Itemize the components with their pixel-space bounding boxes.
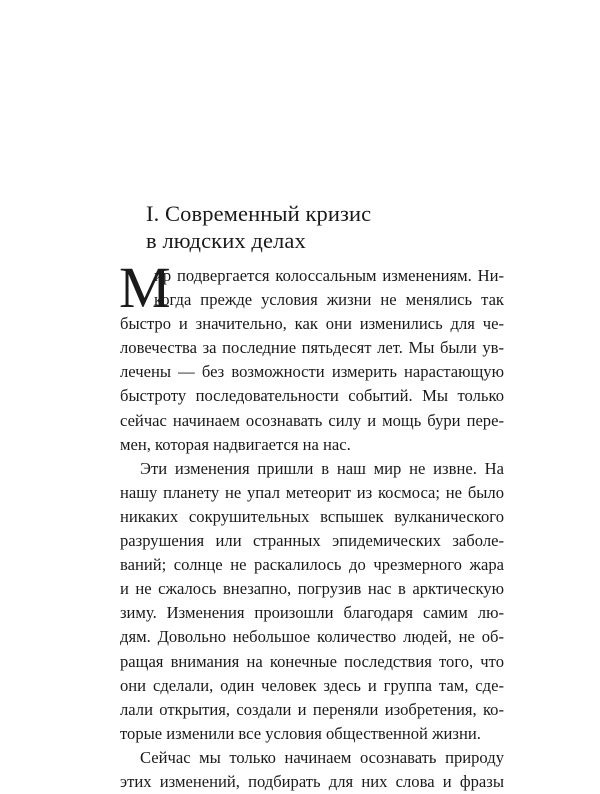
chapter-title-line-2: в людских делах [146,228,306,253]
body-text [119,255,504,794]
text-line: ваний; солнце не раскалилось до чрезмерного жара [120,555,504,575]
text-line: Эти изменения пришли в наш мир не извне. На [140,458,504,478]
text-line: мен, которая надвигается на нас. [120,434,351,454]
chapter-title [146,200,506,254]
text-line: ловечества за последние пятьдесят лет. Мы были ув- [120,338,504,358]
text-line: они сделали, один человек здесь и группа там, сде- [120,675,504,695]
text-line: этих изменений, подбирать для них слова и фразы [120,771,504,791]
text-line: торые изменили все условия общественной жизни. [120,723,481,743]
text-line: нашу планету не упал метеорит из космоса; не было [120,482,504,502]
text-line: Сейчас мы только начинаем осознавать природу [140,747,504,767]
text-line: и не сжалось внезапно, погрузив нас в арктическую [120,579,504,599]
text-line: когда прежде условия жизни не менялись так [154,290,504,310]
drop-cap: М [119,255,171,320]
text-line: зиму. Изменения произошли благодаря самим лю- [120,603,504,623]
text-line: лали открытия, создали и переняли изобретения, ко- [120,699,504,719]
text-line: никаких сокрушительных вспышек вулканического [120,506,504,526]
text-line: лечены — без возможности измерить нарастающую [120,362,504,382]
text-line: сейчас начинаем осознавать силу и мощь бури пере- [120,410,504,430]
text-line: ир подвергается колоссальным изменениям. Ни- [154,266,504,285]
text-line: быстро и значительно, как они изменились для че- [120,314,504,334]
text-line: разрушения или странных эпидемических заболе- [120,531,504,551]
text-line: дям. Довольно небольшое количество людей, не об- [120,627,504,647]
chapter-title-line-1: I. Современный кризис [146,201,372,226]
text-line: быстроту последовательности событий. Мы только [120,386,504,406]
text-line: ращая внимания на конечные последствия того, что [120,651,504,671]
